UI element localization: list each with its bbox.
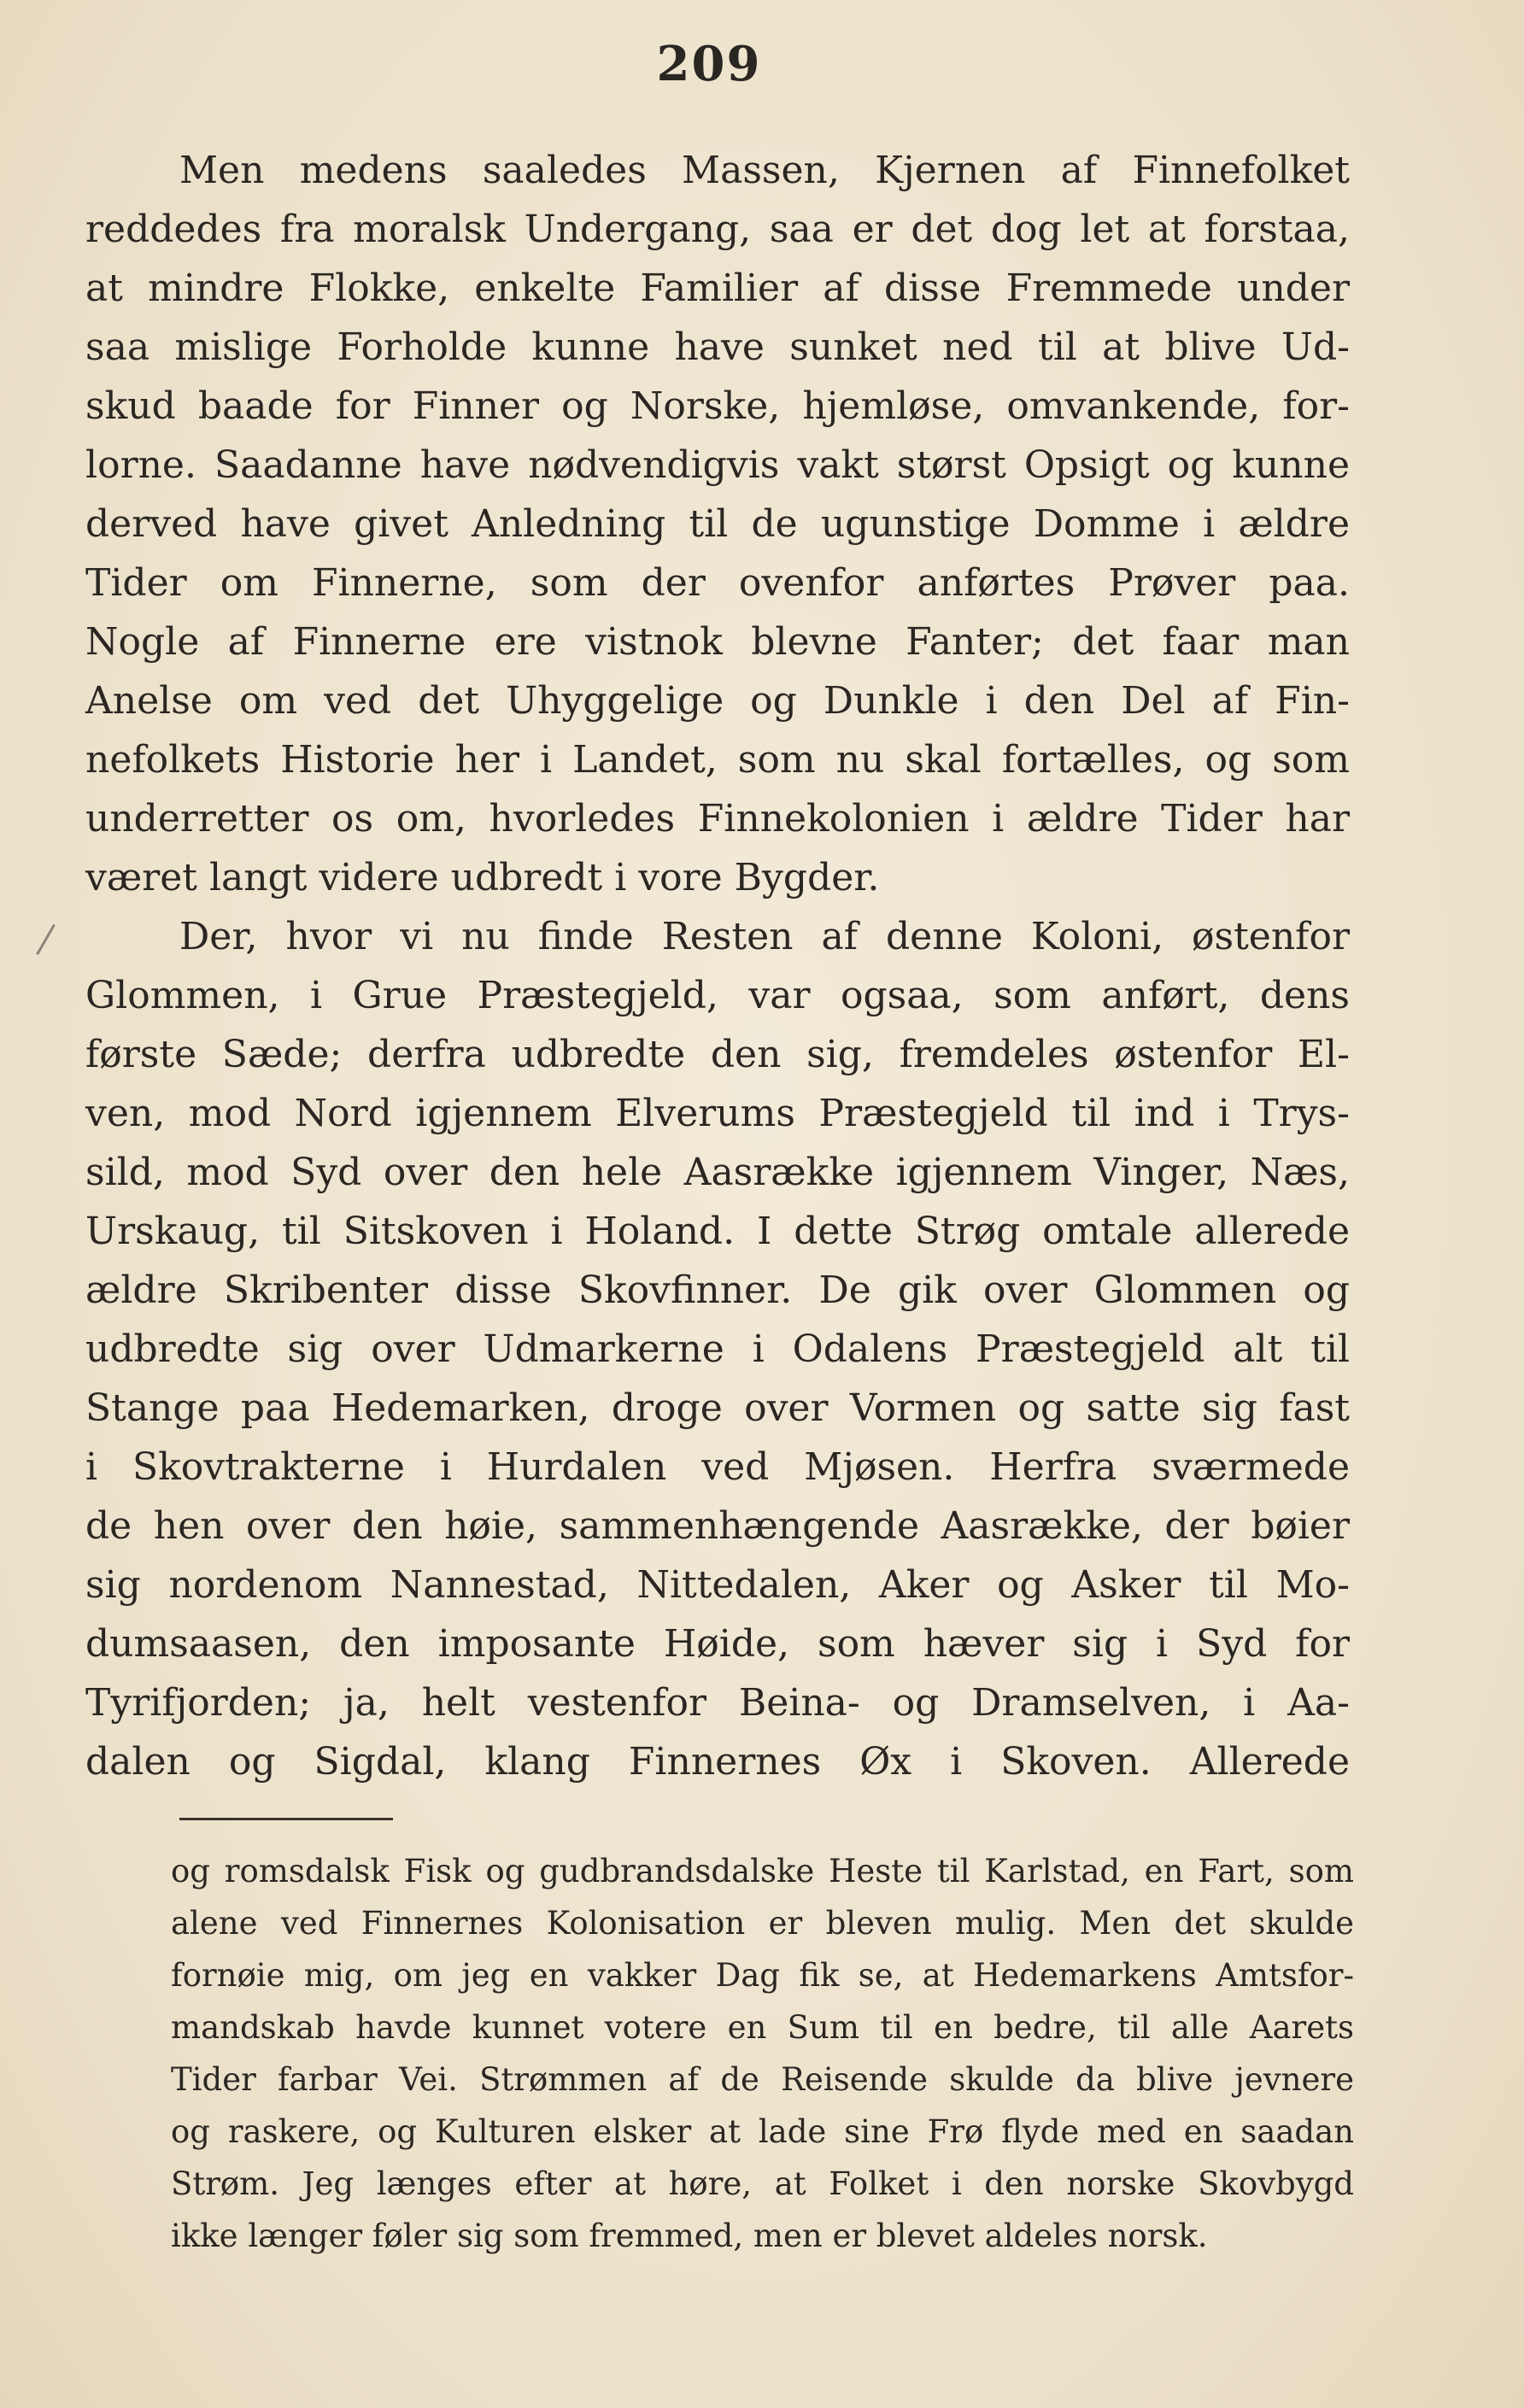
text-line: sig nordenom Nannestad, Nittedalen, Aker og Asker til Mo-	[85, 1563, 1350, 1607]
text-line: de hen over den høie, sammenhængende Aasrække, der bøier	[85, 1504, 1350, 1548]
text-line: nefolkets Historie her i Landet, som nu skal fortælles, og som	[85, 738, 1350, 782]
footnote-line: mandskab havde kunnet votere en Sum til en bedre, til alle Aarets	[171, 2009, 1354, 2046]
text-line: underretter os om, hvorledes Finnekolonien i ældre Tider har	[85, 797, 1350, 841]
text-line: Tider om Finnerne, som der ovenfor anførtes Prøver paa.	[85, 561, 1350, 605]
text-line: ældre Skribenter disse Skovfinner. De gik over Glommen og	[85, 1268, 1350, 1312]
text-line: reddedes fra moralsk Undergang, saa er det dog let at forstaa,	[85, 208, 1350, 251]
text-line: Stange paa Hedemarken, droge over Vormen og satte sig fast	[85, 1386, 1350, 1430]
text-line: lorne. Saadanne have nødvendigvis vakt størst Opsigt og kunne	[85, 443, 1350, 487]
text-line: Der, hvor vi nu finde Resten af denne Koloni, østenfor	[179, 915, 1350, 958]
text-line: dumsaasen, den imposante Høide, som hæver sig i Syd for	[85, 1622, 1350, 1666]
text-line: saa mislige Forholde kunne have sunket ned til at blive Ud-	[85, 325, 1350, 369]
page-number: 209	[656, 36, 762, 92]
pencil-mark	[36, 924, 56, 955]
text-line: Men medens saaledes Massen, Kjernen af Finnefolket	[179, 149, 1350, 192]
footnote-line: ikke længer føler sig som fremmed, men er blevet aldeles norsk.	[171, 2218, 1208, 2254]
text-line: Urskaug, til Sitskoven i Holand. I dette Strøg omtale allerede	[85, 1210, 1350, 1253]
footnote	[171, 1845, 1354, 2262]
text-line: dalen og Sigdal, klang Finnernes Øx i Skoven. Allerede	[85, 1740, 1350, 1784]
footnote-line: alene ved Finnernes Kolonisation er bleven mulig. Men det skulde	[171, 1905, 1354, 1942]
text-line: Nogle af Finnerne ere vistnok blevne Fanter; det faar man	[85, 620, 1350, 664]
text-line: været langt videre udbredt i vore Bygder.	[85, 856, 880, 899]
text-line: derved have givet Anledning til de ugunstige Domme i ældre	[85, 502, 1350, 546]
footnote-line: fornøie mig, om jeg en vakker Dag fik se, at Hedemarkens Amtsfor-	[171, 1957, 1354, 1994]
text-line: at mindre Flokke, enkelte Familier af disse Fremmede under	[85, 267, 1350, 310]
footnote-line: Tider farbar Vei. Strømmen af de Reisende skulde da blive jevnere	[171, 2061, 1354, 2098]
text-line: Glommen, i Grue Præstegjeld, var ogsaa, som anført, dens	[85, 974, 1350, 1017]
footnote-line: og romsdalsk Fisk og gudbrandsdalske Heste til Karlstad, en Fart, som	[171, 1853, 1354, 1889]
text-line: udbredte sig over Udmarkerne i Odalens Præstegjeld alt til	[85, 1327, 1350, 1371]
text-line: i Skovtrakterne i Hurdalen ved Mjøsen. Herfra sværmede	[85, 1445, 1350, 1489]
footnote-line: og raskere, og Kulturen elsker at lade sine Frø flyde med en saadan	[171, 2113, 1354, 2150]
text-line: ven, mod Nord igjennem Elverums Præstegjeld til ind i Trys-	[85, 1092, 1350, 1135]
text-line: sild, mod Syd over den hele Aasrække igjennem Vinger, Næs,	[85, 1151, 1350, 1194]
text-line: skud baade for Finner og Norske, hjemløse, omvankende, for-	[85, 384, 1350, 428]
text-line: Anelse om ved det Uhyggelige og Dunkle i den Del af Fin-	[85, 679, 1350, 723]
body-text	[85, 141, 1350, 1791]
footnote-line: Strøm. Jeg længes efter at høre, at Folket i den norske Skovbygd	[171, 2165, 1354, 2202]
text-line: første Sæde; derfra udbredte den sig, fremdeles østenfor El-	[85, 1033, 1350, 1076]
text-line: Tyrifjorden; ja, helt vestenfor Beina- og Dramselven, i Aa-	[85, 1681, 1350, 1725]
footnote-rule	[179, 1818, 393, 1820]
